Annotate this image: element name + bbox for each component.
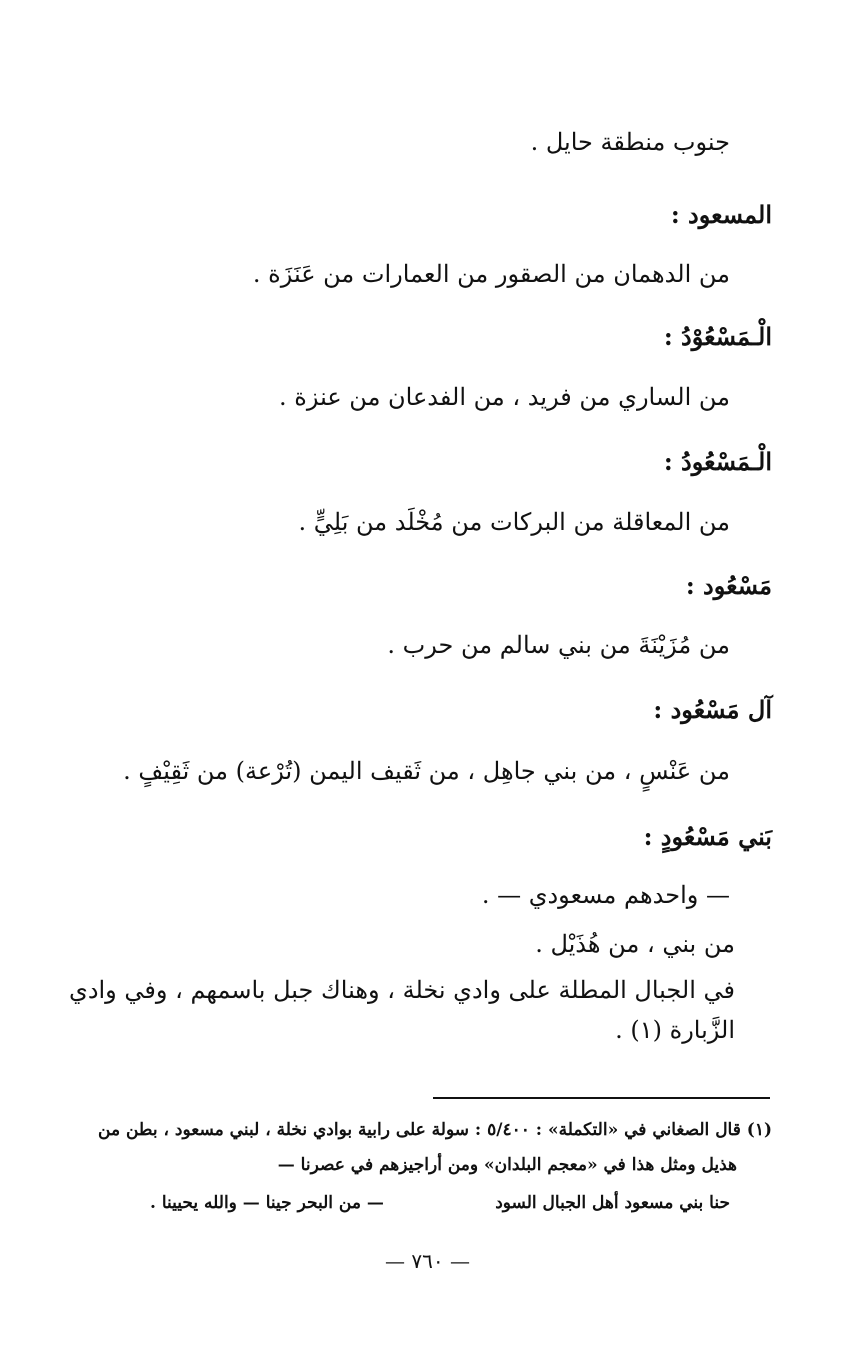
entry-heading: الْـمَسْعُوْدُ : xyxy=(663,322,772,351)
text-line: من المعاقلة من البركات من مُخْلَد من بَلِيٍّ . xyxy=(298,508,730,536)
entry-heading: المسعود : xyxy=(670,200,772,229)
entry-heading: آل مَسْعُود : xyxy=(653,695,772,724)
text-line: جنوب منطقة حايل . xyxy=(530,128,730,156)
text-line: من الدهمان من الصقور من العمارات من عَنَزَة . xyxy=(252,260,730,288)
footnote-verse-left: — من البحر جينا — والله يحيينا . xyxy=(150,1193,384,1213)
text-line: من الساري من فريد ، من الفدعان من عنزة . xyxy=(279,383,730,411)
text-line: الزَّبارة (١) . xyxy=(615,1016,735,1044)
footnote-verse-right: حنا بني مسعود أهل الجبال السود xyxy=(495,1193,730,1213)
entry-heading: الْـمَسْعُودُ : xyxy=(663,447,772,476)
page-number: — ٧٦٠ — xyxy=(385,1249,470,1273)
text-line: — واحدهم مسعودي — . xyxy=(481,881,730,909)
entry-heading: بَني مَسْعُودٍ : xyxy=(643,822,772,851)
footnote-divider xyxy=(433,1097,770,1099)
text-line: في الجبال المطلة على وادي نخلة ، وهناك جبل باسمهم ، وفي وادي xyxy=(69,976,735,1004)
text-line: من مُزَيْنَةَ من بني سالم من حرب . xyxy=(387,631,730,659)
text-line: من بني ، من هُذَيْل . xyxy=(535,930,735,958)
text-line: من عَنْسٍ ، من بني جاهِل ، من ثَقيف اليمن (تُرْعة) من ثَقِيْفٍ . xyxy=(123,757,730,785)
entry-heading: مَسْعُود : xyxy=(685,571,772,600)
footnote-line: هذيل ومثل هذا في «معجم البلدان» ومن أراجيزهم في عصرنا — xyxy=(277,1155,737,1175)
footnote-line: (١) قال الصغاني في «التكملة» : ٥/٤٠٠ : سولة على رابية بوادي نخلة ، لبني مسعود ، بطن من xyxy=(98,1120,772,1140)
